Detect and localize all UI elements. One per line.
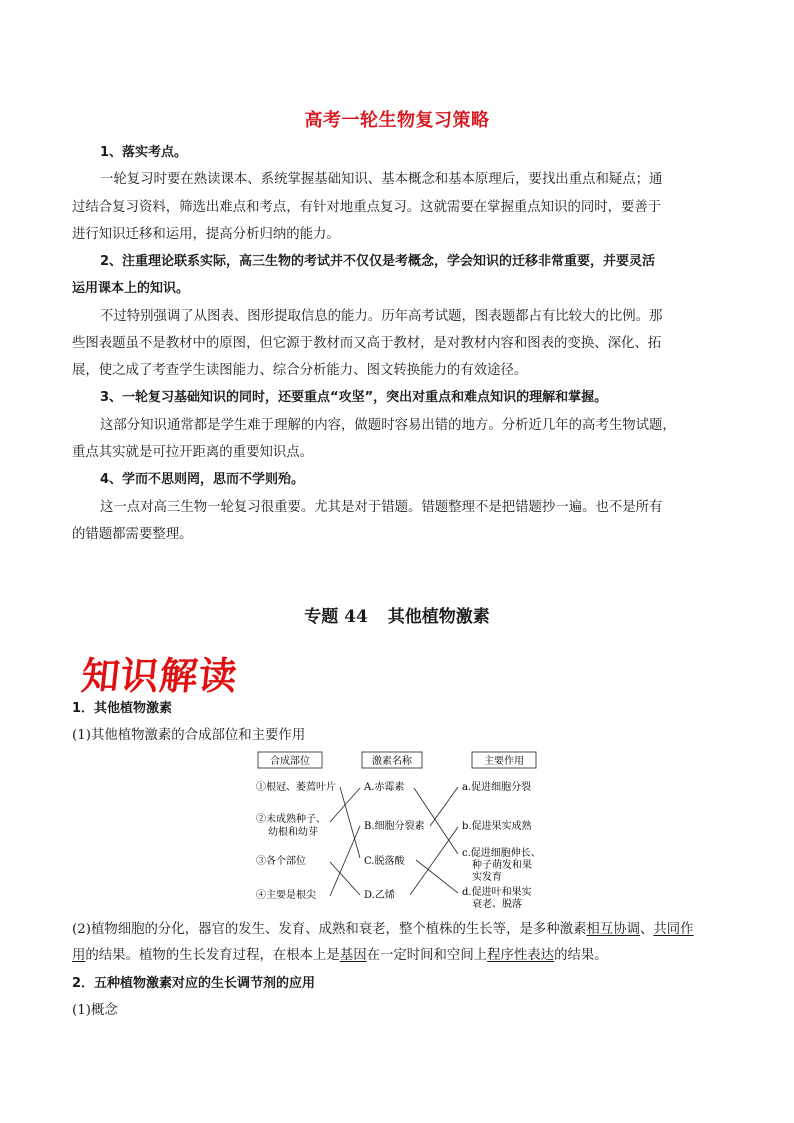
section2-sub1: (1)概念 bbox=[72, 1003, 118, 1018]
left-item-1: ①根冠、萎蔫叶片 bbox=[256, 782, 336, 793]
sub2-text-5: 的结果。 bbox=[554, 948, 608, 963]
connector-B-a bbox=[430, 787, 458, 826]
left-item-2b: 幼根和幼芽 bbox=[268, 827, 318, 838]
mid-item-C: C.脱落酸 bbox=[364, 856, 405, 867]
left-item-4: ④主要是根尖 bbox=[256, 890, 316, 901]
left-item-3: ③各个部位 bbox=[256, 856, 306, 867]
p4-heading: 4、学而不思则罔，思而不学则殆。 bbox=[100, 472, 305, 487]
section1-heading: 1．其他植物激素 bbox=[72, 701, 173, 716]
right-item-c2: 种子萌发和果 bbox=[472, 860, 532, 871]
hormone-matching-diagram bbox=[250, 750, 550, 910]
p2-line-2: 些图表题虽不是教材中的原图，但它源于教材而又高于教材，是对教材内容和图表的变换、深化、拓 bbox=[72, 336, 662, 351]
p4-line-1: 这一点对高三生物一轮复习很重要。尤其是对于错题。错题整理不是把错题抄一遍。也不是所有 bbox=[100, 500, 663, 515]
right-item-c3: 实发育 bbox=[472, 872, 502, 883]
connector-3-D bbox=[330, 862, 360, 895]
header-left: 合成部位 bbox=[270, 756, 310, 767]
p4-line-2: 的错题都需要整理。 bbox=[72, 527, 193, 542]
knowledge-banner: 知识解读 bbox=[79, 654, 240, 698]
mid-item-A: A.赤霉素 bbox=[364, 782, 405, 793]
left-item-2a: ②未成熟种子、 bbox=[256, 814, 326, 825]
right-item-d2: 衰老、脱落 bbox=[472, 899, 522, 910]
section1-sub2-line-1 bbox=[72, 921, 732, 939]
connector-4-B bbox=[330, 826, 360, 896]
underline-chengxuxing-biaoda: 程序性表达 bbox=[487, 948, 555, 963]
right-item-a: a.促进细胞分裂 bbox=[462, 782, 532, 793]
p3-heading: 3、一轮复习基础知识的同时，还要重点“攻坚”，突出对重点和难点知识的理解和掌握。 bbox=[100, 390, 608, 405]
mid-item-D: D.乙烯 bbox=[364, 890, 395, 901]
p1-line-2: 过结合复习资料，筛选出难点和考点，有针对地重点复习。这就需要在掌握重点知识的同时，要善于 bbox=[72, 200, 662, 215]
p2-line-1: 不过特别强调了从图表、图形提取信息的能力。历年高考试题，图表题都占有比较大的比例。那 bbox=[100, 309, 663, 324]
p3-line-1: 这部分知识通常都是学生难于理解的内容，做题时容易出错的地方。分析近几年的高考生物试题， bbox=[100, 418, 676, 433]
connector-1-C bbox=[340, 787, 360, 858]
connector-2-A bbox=[330, 788, 360, 822]
p3-line-2: 重点其实就是可拉开距离的重要知识点。 bbox=[72, 445, 314, 460]
p1-line-3: 进行知识迁移和运用，提高分析归纳的能力。 bbox=[72, 227, 340, 242]
underline-xianghu-xietiao: 相互协调 bbox=[586, 922, 640, 937]
underline-jiyin: 基因 bbox=[339, 948, 367, 963]
section2-heading: 2．五种植物激素对应的生长调节剂的应用 bbox=[72, 976, 316, 991]
strategy-title: 高考一轮生物复习策略 bbox=[304, 110, 490, 131]
sub2-text-1: (2)植物细胞的分化，器官的发生、发育、成熟和衰老，整个植株的生长等，是多种激素 bbox=[72, 922, 587, 937]
topic-title bbox=[0, 602, 794, 627]
section1-sub1: (1)其他植物激素的合成部位和主要作用 bbox=[72, 728, 306, 743]
topic-number: 专题 44 bbox=[304, 607, 368, 627]
p2-heading-line-1: 2、注重理论联系实际，高三生物的考试并不仅仅是考概念，学会知识的迁移非常重要，并要灵活 bbox=[100, 254, 656, 269]
right-item-b: b.促进果实成熟 bbox=[462, 821, 532, 832]
header-right: 主要作用 bbox=[484, 756, 524, 767]
p1-line-1: 一轮复习时要在熟读课本、系统掌握基础知识、基本概念和基本原理后，要找出重点和疑点；通 bbox=[100, 172, 663, 187]
sub2-text-4: 在一定时间和空间上 bbox=[366, 948, 488, 963]
header-mid: 激素名称 bbox=[372, 756, 412, 767]
p2-line-3: 展，使之成了考查学生读图能力、综合分析能力、图文转换能力的有效途径。 bbox=[72, 363, 528, 378]
p2-heading-line-2: 运用课本上的知识。 bbox=[72, 281, 190, 296]
connector-C-d bbox=[416, 860, 458, 893]
mid-item-B: B.细胞分裂素 bbox=[364, 821, 425, 832]
sub2-text-3: 的结果。植物的生长发育过程，在根本上是 bbox=[85, 948, 340, 963]
section1-sub2-line-2 bbox=[72, 947, 732, 965]
underline-yong: 用 bbox=[72, 948, 86, 963]
underline-gongtong-zuo: 共同作 bbox=[653, 922, 694, 937]
topic-name: 其他植物激素 bbox=[387, 607, 490, 627]
p1-heading: 1、落实考点。 bbox=[100, 145, 188, 160]
sub2-text-2: 、 bbox=[639, 922, 654, 937]
right-item-d1: d.促进叶和果实 bbox=[462, 887, 532, 898]
right-item-c1: c.促进细胞伸长、 bbox=[462, 848, 541, 859]
